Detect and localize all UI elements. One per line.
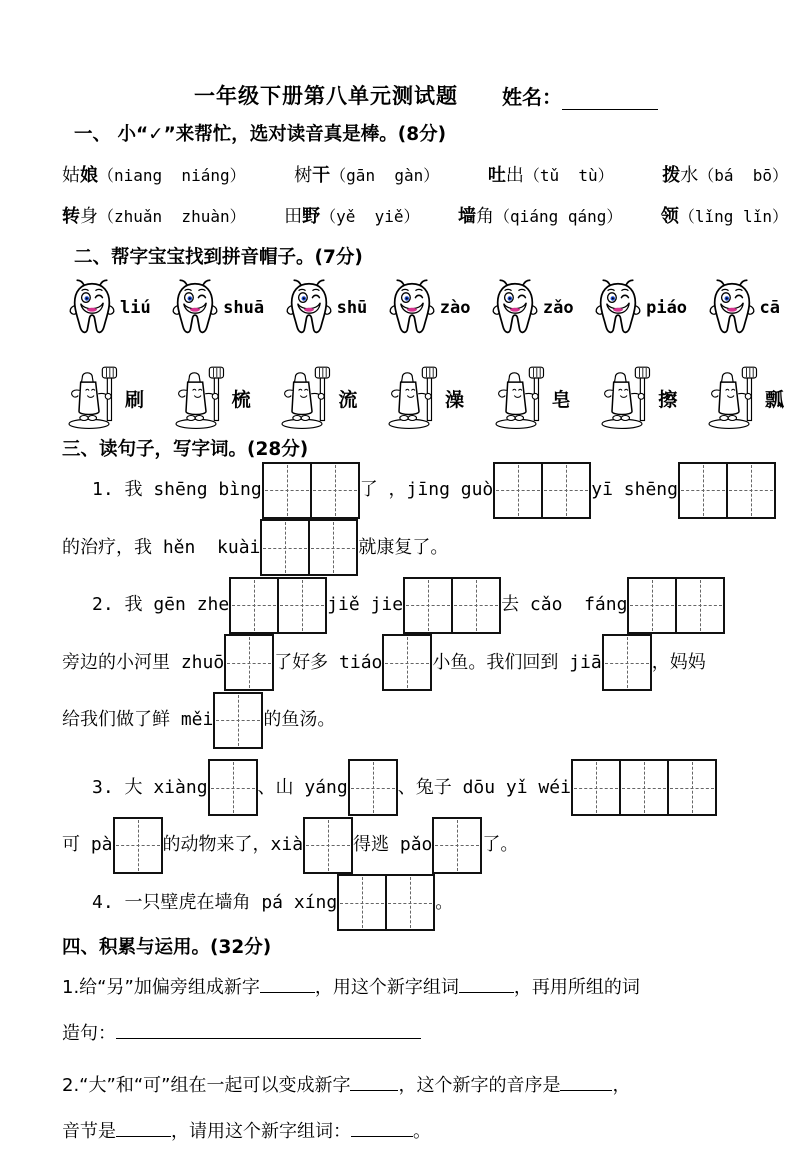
character-label: 梳 <box>231 388 251 411</box>
word-item <box>284 202 419 228</box>
question-2 <box>62 1063 790 1155</box>
word-text-bold: 转 <box>62 206 80 227</box>
word-item <box>661 202 788 228</box>
tooth-icon <box>386 277 438 339</box>
writing-box[interactable] <box>619 759 669 816</box>
tooth-item <box>489 277 574 339</box>
question-text: 造句： <box>62 1023 116 1044</box>
word-text: 水 <box>680 165 699 186</box>
writing-box[interactable] <box>113 817 163 874</box>
sentence-text: 、兔子 dōu yǐ wéi <box>397 776 571 798</box>
blank-line[interactable] <box>116 1117 171 1137</box>
pinyin-options: （tǔ tù） <box>523 166 614 185</box>
exam-title: 一年级下册第八单元测试题 <box>194 84 458 108</box>
toothpaste-toothbrush-icon <box>384 363 444 433</box>
writing-box[interactable] <box>678 462 728 519</box>
word-item <box>294 161 439 187</box>
character-row <box>64 363 784 433</box>
sentence-text: 了 ，jīng guò <box>359 479 494 500</box>
tooth-pinyin-label: shū <box>336 298 368 318</box>
writing-box[interactable] <box>262 462 312 519</box>
word-text-bold: 墙 <box>458 206 477 227</box>
tooth-item <box>66 277 151 339</box>
toothpaste-toothbrush-icon <box>704 363 764 433</box>
sentence-1 <box>62 461 790 576</box>
word-item <box>458 202 622 228</box>
writing-box[interactable] <box>726 462 776 519</box>
tooth-item <box>386 277 471 339</box>
student-name-group <box>502 81 658 110</box>
tooth-item <box>592 277 687 339</box>
sentence-text: 、山 yáng <box>257 776 348 798</box>
question-text: 。 <box>413 1121 431 1142</box>
tooth-icon <box>169 277 221 339</box>
writing-box[interactable] <box>208 759 258 816</box>
word-item <box>488 161 614 187</box>
word-text: 姑 <box>62 165 80 186</box>
sentence-text: 给我们做了鲜 měi <box>62 709 214 730</box>
tooth-pinyin-label: piáo <box>646 298 688 318</box>
word-item <box>62 161 246 187</box>
word-text-bold: 拨 <box>662 165 681 186</box>
writing-box[interactable] <box>403 577 453 634</box>
question-text: ，再用所组的词 <box>513 977 640 998</box>
pinyin-hats-row <box>66 277 780 339</box>
blank-line[interactable] <box>351 1117 413 1137</box>
section-2-header: 二、帮字宝宝找到拼音帽子。(7分) <box>74 247 363 268</box>
writing-box[interactable] <box>602 634 652 691</box>
title-row <box>62 80 790 110</box>
tooth-icon <box>66 277 118 339</box>
sentence-2 <box>62 576 790 749</box>
sentence-text: 小鱼。我们回到 jiā <box>432 651 602 673</box>
tooth-icon <box>283 277 335 339</box>
section-3-header: 三、读句子，写字词。(28分) <box>62 439 309 460</box>
tooth-pinyin-label: shuā <box>223 298 265 318</box>
toothpaste-item <box>384 363 464 433</box>
blank-line[interactable] <box>260 973 315 993</box>
tooth-icon <box>706 277 758 339</box>
toothpaste-item <box>277 363 357 433</box>
question-text: 音节是 <box>62 1121 116 1142</box>
word-text-bold: 吐 <box>487 165 506 186</box>
pinyin-options: （zhuǎn zhuàn） <box>98 207 246 226</box>
sentence-text: ，妈妈 <box>651 651 706 673</box>
writing-box[interactable] <box>627 577 677 634</box>
writing-box[interactable] <box>277 577 327 634</box>
writing-box[interactable] <box>308 519 358 576</box>
word-item <box>62 202 246 228</box>
writing-box[interactable] <box>310 462 360 519</box>
character-label: 澡 <box>444 388 464 411</box>
toothpaste-toothbrush-icon <box>597 363 657 433</box>
word-text: 出 <box>505 165 524 186</box>
toothpaste-item <box>704 363 784 433</box>
character-label: 皂 <box>551 388 571 411</box>
tooth-icon <box>592 277 644 339</box>
character-label: 流 <box>338 388 358 411</box>
sentence-text: 旁边的小河里 zhuō <box>62 651 225 673</box>
word-text-bold: 领 <box>660 206 679 227</box>
sentence-3 <box>62 759 790 874</box>
question-text: 1.给“另”加偏旁组成新字 <box>62 977 260 998</box>
tooth-item <box>169 277 264 339</box>
sentence-text: 4. 一只壁虎在墙角 pá xíng <box>92 891 338 913</box>
question-text: ，请用这个新字组词： <box>171 1121 351 1142</box>
blank-line[interactable] <box>350 1071 398 1091</box>
writing-box[interactable] <box>432 817 482 874</box>
name-blank-line[interactable] <box>562 88 658 110</box>
writing-box[interactable] <box>229 577 279 634</box>
toothpaste-item <box>64 363 144 433</box>
sentence-text: jiě jie <box>327 594 404 615</box>
sentence-text: 的治疗，我 hěn kuài <box>62 536 261 558</box>
word-text-bold: 娘 <box>80 165 98 186</box>
pinyin-options: （yě yiě） <box>320 207 420 226</box>
sentence-text: 了好多 tiáo <box>274 651 383 673</box>
blank-line[interactable] <box>116 1019 421 1039</box>
character-label: 擦 <box>658 388 678 411</box>
writing-box[interactable] <box>385 874 435 931</box>
writing-box[interactable] <box>260 519 310 576</box>
sentence-text: 的动物来了，xià <box>162 834 304 855</box>
character-label: 刷 <box>125 388 145 411</box>
word-item <box>662 161 788 187</box>
word-text: 身 <box>80 206 98 227</box>
sentence-text: 得逃 pǎo <box>353 834 433 855</box>
blank-line[interactable] <box>560 1071 612 1091</box>
toothpaste-item <box>491 363 571 433</box>
writing-box[interactable] <box>541 462 591 519</box>
pronunciation-row-1 <box>62 161 788 187</box>
toothpaste-toothbrush-icon <box>491 363 551 433</box>
sentence-text: 3. 大 xiàng <box>92 776 208 798</box>
sentence-text: 去 cǎo fáng <box>501 594 628 615</box>
pronunciation-row-2 <box>62 202 788 228</box>
tooth-icon <box>489 277 541 339</box>
toothpaste-toothbrush-icon <box>64 363 124 433</box>
sentence-text: yī shēng <box>591 479 678 500</box>
word-text-bold: 干 <box>312 165 331 186</box>
writing-box[interactable] <box>337 874 387 931</box>
sentence-text: 可 pà <box>62 834 113 855</box>
question-1 <box>62 965 790 1057</box>
word-text: 角 <box>476 206 495 227</box>
tooth-pinyin-label: zǎo <box>542 298 574 318</box>
word-text: 树 <box>294 165 313 186</box>
pinyin-options: （niang niáng） <box>98 166 246 185</box>
writing-box[interactable] <box>303 817 353 874</box>
section-1-header: 一、 小“✓”来帮忙，选对读音真是棒。(8分) <box>74 124 447 145</box>
sentence-text: 的鱼汤。 <box>263 709 336 730</box>
tooth-pinyin-label: liú <box>120 298 151 318</box>
sentence-text: 1. 我 shēng bìng <box>92 479 262 500</box>
writing-box[interactable] <box>213 692 263 749</box>
toothpaste-item <box>597 363 677 433</box>
toothpaste-toothbrush-icon <box>277 363 337 433</box>
pinyin-options: （bá bō） <box>698 166 788 185</box>
section-4-header: 四、积累与运用。(32分) <box>62 937 272 958</box>
student-name-label: 姓名： <box>502 85 562 109</box>
tooth-item <box>706 277 780 339</box>
writing-box[interactable] <box>571 759 621 816</box>
writing-box[interactable] <box>224 634 274 691</box>
question-text: 2.“大”和“可”组在一起可以变成新字 <box>62 1075 351 1096</box>
sentence-text: 2. 我 gēn zhe <box>92 594 230 615</box>
question-text: ，这个新字的音序是 <box>398 1075 561 1096</box>
character-label: 瓢 <box>764 388 784 411</box>
writing-box[interactable] <box>348 759 398 816</box>
sentence-text: 。 <box>435 891 454 913</box>
tooth-item <box>283 277 368 339</box>
pinyin-options: （gān gàn） <box>330 166 440 185</box>
writing-box[interactable] <box>675 577 725 634</box>
toothpaste-item <box>171 363 251 433</box>
toothpaste-toothbrush-icon <box>171 363 231 433</box>
tooth-pinyin-label: cā <box>759 298 780 318</box>
writing-box[interactable] <box>382 634 432 691</box>
question-text: ，用这个新字组词 <box>314 977 459 998</box>
writing-box[interactable] <box>667 759 717 816</box>
question-text: ， <box>612 1075 631 1096</box>
tooth-pinyin-label: zào <box>439 298 471 318</box>
word-text-bold: 野 <box>302 206 321 227</box>
pinyin-options: （qiáng qáng） <box>494 207 623 226</box>
writing-box[interactable] <box>451 577 501 634</box>
writing-box[interactable] <box>493 462 543 519</box>
sentence-text: 了。 <box>482 834 519 855</box>
blank-line[interactable] <box>459 973 514 993</box>
sentence-text: 就康复了。 <box>358 536 449 558</box>
pinyin-options: （lǐng lǐn） <box>678 207 788 226</box>
sentence-4 <box>62 874 790 932</box>
word-text: 田 <box>284 206 303 227</box>
